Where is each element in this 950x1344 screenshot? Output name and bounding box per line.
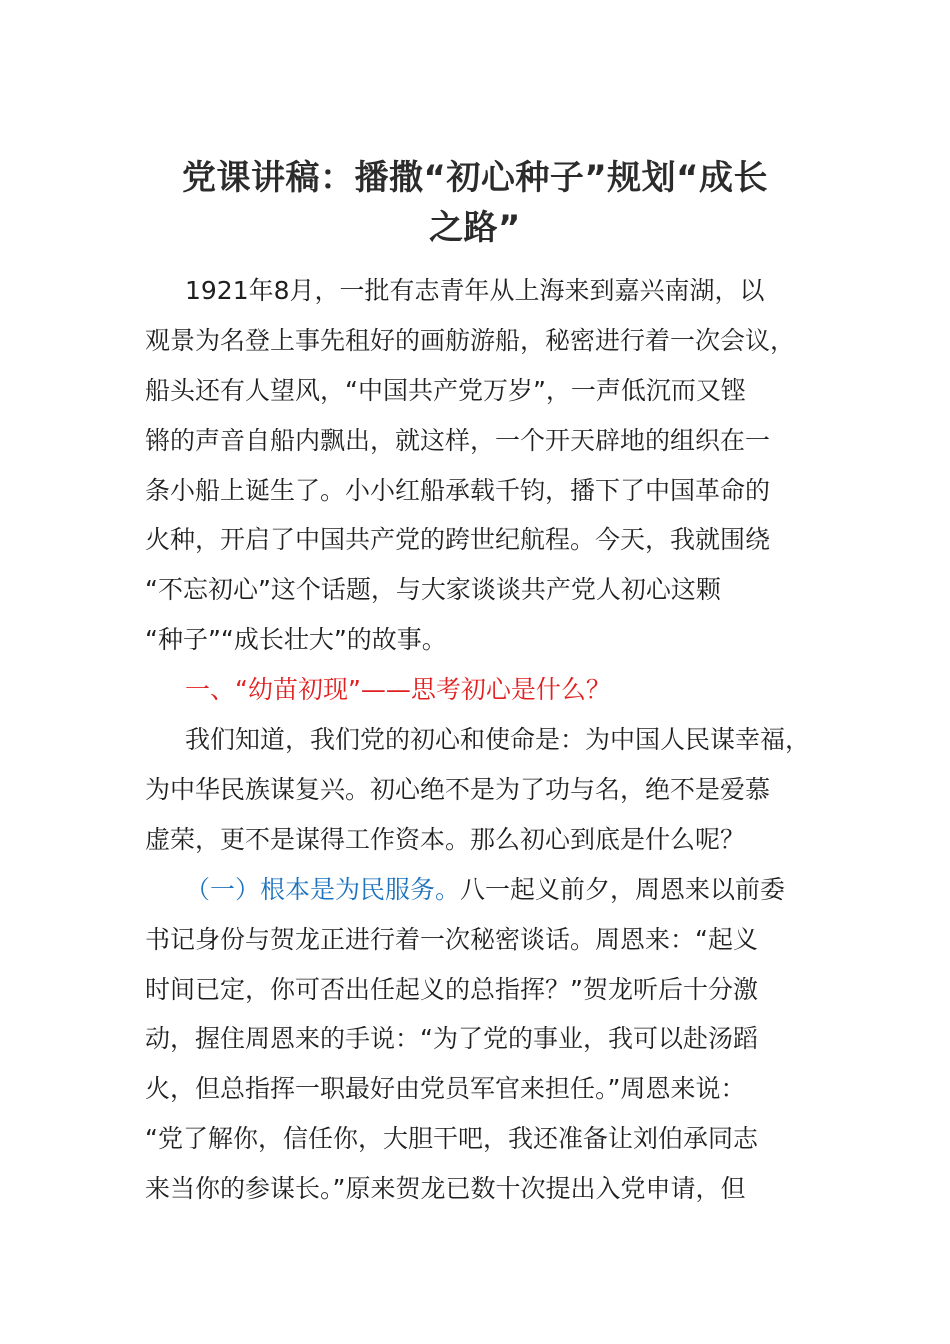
- paragraph-line: “党了解你，信任你，大胆干吧，我还准备让刘伯承同志: [145, 1124, 758, 1153]
- paragraph-line: 书记身份与贺龙正进行着一次秘密谈话。周恩来：“起义: [145, 925, 758, 954]
- paragraph-line: 时间已定，你可否出任起义的总指挥？”贺龙听后十分激: [145, 975, 758, 1004]
- paragraph-line: “种子”“成长壮大”的故事。: [145, 625, 447, 654]
- paragraph-line: “不忘初心”这个话题，与大家谈谈共产党人初心这颗: [145, 575, 721, 604]
- paragraph-line: 虚荣，更不是谋得工作资本。那么初心到底是什么呢？: [145, 825, 746, 854]
- paragraph-line: 我们知道，我们党的初心和使命是：为中国人民谋幸福，: [185, 725, 811, 754]
- subsection-line: [185, 875, 785, 905]
- document-title-line-1: 党课讲稿：播撒“初心种子”规划“成长: [181, 158, 769, 198]
- paragraph-line: 来当你的参谋长。”原来贺龙已数十次提出入党申请，但: [145, 1174, 746, 1203]
- paragraph-line: 锵的声音自船内飘出，就这样，一个开天辟地的组织在一: [145, 426, 771, 455]
- document-title-line-2: 之路”: [429, 208, 521, 248]
- paragraph-line: 火种，开启了中国共产党的跨世纪航程。今天，我就围绕: [145, 525, 771, 554]
- paragraph-line: 火，但总指挥一职最好由党员军官来担任。”周恩来说：: [145, 1074, 746, 1103]
- section-heading: 一、“幼苗初现”——思考初心是什么？: [185, 675, 611, 704]
- paragraph-line: 1921年8月，一批有志青年从上海来到嘉兴南湖，以: [185, 276, 765, 305]
- paragraph-line: 条小船上诞生了。小小红船承载千钧，播下了中国革命的: [145, 476, 771, 505]
- paragraph-line: 船头还有人望风，“中国共产党万岁”，一声低沉而又铿: [145, 376, 746, 405]
- subsection-heading: （一）根本是为民服务。: [185, 875, 461, 904]
- paragraph-line: 动，握住周恩来的手说：“为了党的事业，我可以赴汤蹈: [145, 1024, 758, 1053]
- paragraph-line: 观景为名登上事先租好的画舫游船，秘密进行着一次会议，: [145, 326, 796, 355]
- paragraph-text: 八一起义前夕，周恩来以前委: [460, 875, 786, 904]
- paragraph-line: 为中华民族谋复兴。初心绝不是为了功与名，绝不是爱慕: [145, 775, 771, 804]
